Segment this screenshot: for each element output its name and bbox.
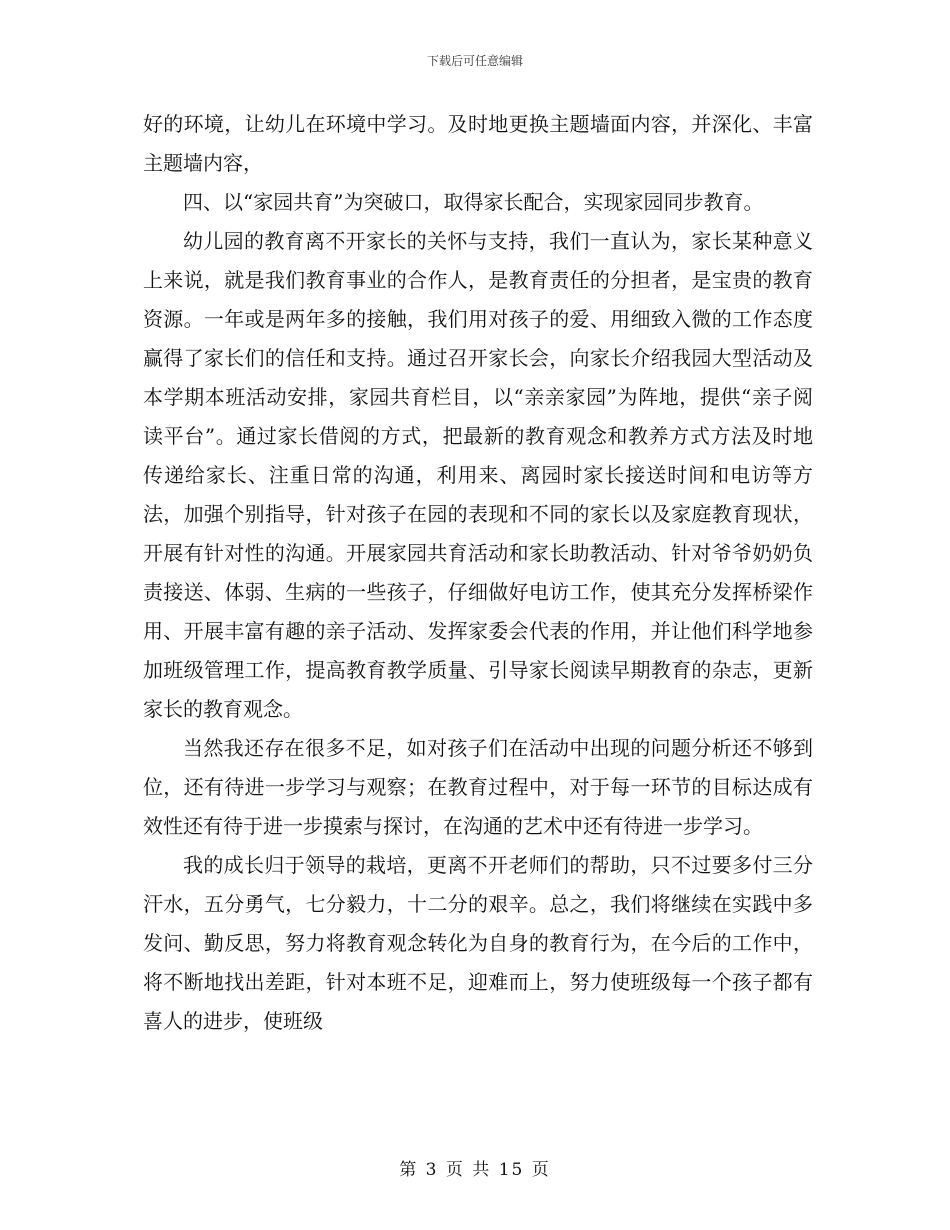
section-heading-four: 四、以“家园共育”为突破口，取得家长配合，实现家园同步教育。	[183, 190, 764, 214]
document-body	[143, 105, 813, 1041]
paragraph-parent-cooperation: 幼儿园的教育离不开家长的关怀与支持，我们一直认为，家长某种意义上来说，就是我们教育事业的合作人，是教育责任的分担者，是宝贵的教育资源。一年或是两年多的接触，我们用对孩子的爱、用细致入微的工作态度赢得了家长们的信任和支持。通过召开家长会，向家长介绍我园大型活动及本学期本班活动安排，家园共育栏目，以“亲亲家园”为阵地，提供“亲子阅读平台”。通过家长借阅的方式，把最新的教育观念和教养方式方法及时地传递给家长、注重日常的沟通，利用来、离园时家长接送时间和电访等方法，加强个别指导，针对孩子在园的表现和不同的家长以及家庭教育现状，开展有针对性的沟通。开展家园共育活动和家长助教活动、针对爷爷奶奶负责接送、体弱、生病的一些孩子，仔细做好电访工作，使其充分发挥桥梁作用、开展丰富有趣的亲子活动、发挥家委会代表的作用，并让他们科学地参加班级管理工作，提高教育教学质量、引导家长阅读早期教育的杂志，更新家长的教育观念。	[143, 229, 813, 721]
paragraph-continuation: 好的环境，让幼儿在环境中学习。及时地更换主题墙面内容，并深化、丰富主题墙内容，	[143, 112, 813, 175]
page-header: 下载后可任意编辑	[426, 54, 523, 68]
paragraph-growth: 我的成长归于领导的栽培，更离不开老师们的帮助，只不过要多付三分汗水，五分勇气，七分毅力，十二分的艰辛。总之，我们将继续在实践中多发问、勤反思，努力将教育观念转化为自身的教育行为，在今后的工作中，将不断地找出差距，针对本班不足，迎难而上，努力使班级每一个孩子都有喜人的进步，使班级	[143, 853, 813, 1033]
paragraph-shortcomings: 当然我还存在很多不足，如对孩子们在活动中出现的问题分析还不够到位，还有待进一步学习与观察；在教育过程中，对于每一环节的目标达成有效性还有待于进一步摸索与探讨，在沟通的艺术中还有待进一步学习。	[143, 736, 813, 838]
page-number-footer: 第 3 页 共 15 页	[399, 1160, 551, 1180]
